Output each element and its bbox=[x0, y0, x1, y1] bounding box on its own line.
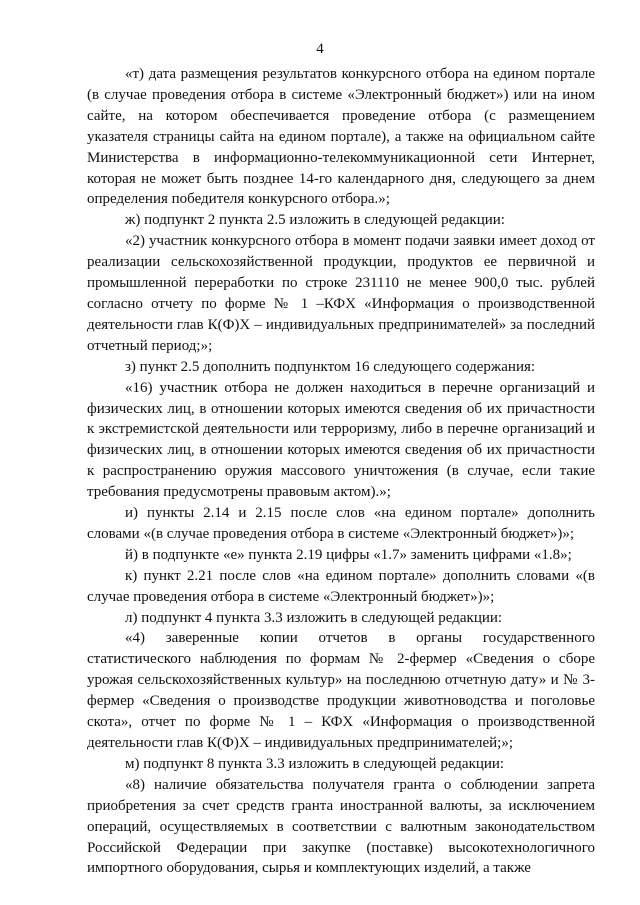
document-body bbox=[87, 64, 595, 879]
paragraph-z-amendment: з) пункт 2.5 дополнить подпунктом 16 следующего содержания: bbox=[125, 358, 536, 375]
paragraph-k-amendment: к) пункт 2.21 после слов «на едином портале» дополнить словами «(в случае проведения отбора в системе «Электронный бюджет»)»; bbox=[87, 567, 595, 605]
paragraph-zh-amendment: ж) подпункт 2 пункта 2.5 изложить в следующей редакции: bbox=[125, 212, 505, 229]
paragraph-t-publication-date: «т) дата размещения результатов конкурсного отбора на едином портале (в случае проведения отбора в системе «Электронный бюджет») или на ином сайте, на котором обеспечивается проведение отбора (с размещением указателя страницы сайта на едином портале), а также на официальном сайте Министерства в информационно-телекоммуникационной сети Интернет, которая не может быть позднее 14-го календарного дня, следующего за днем определения победителя конкурсного отбора.»; bbox=[87, 66, 595, 208]
paragraph-j-amendment: й) в подпункте «е» пункта 2.19 цифры «1.7» заменить цифрами «1.8»; bbox=[125, 546, 572, 563]
paragraph-i-amendment: и) пункты 2.14 и 2.15 после слов «на едином портале» дополнить словами «(в случае проведения отбора в системе «Электронный бюджет»)»; bbox=[87, 505, 595, 542]
page-number: 4 bbox=[316, 41, 324, 57]
paragraph-4-report-copies: «4) заверенные копии отчетов в органы государственного статистического наблюдения по формам № 2-фермер «Сведения о сборе урожая сельскохозяйственных культур» на последнюю отчетную дату» и № 3-фермер «Сведения о производстве продукции животноводства и поголовье скота», отчет по форме № 1 – КФХ «Информация о производственной деятельности глав К(Ф)Х – индивидуальных предпринимателей;»; bbox=[87, 630, 595, 751]
paragraph-2-income-requirement: «2) участник конкурсного отбора в момент подачи заявки имеет доход от реализации сельскохозяйственной продукции, продуктов ее первичной и промышленной переработки по строке 231110 не менее 900,0 тыс. рублей согласно отчету по форме № 1 –КФХ «Информация о производственной деятельности глав К(Ф)Х – индивидуальных предпринимателей» за последний отчетный период;»; bbox=[87, 233, 595, 354]
paragraph-16-extremism-check: «16) участник отбора не должен находиться в перечне организаций и физических лиц, в отношении которых имеются сведения об их причастности к экстремистской деятельности или терроризму, либо в перечне организаций и физических лиц, в отношении которых имеются сведения об их причастности к распространению оружия массового уничтожения (в случае, если такие требования предусмотрены правовым актом).»; bbox=[87, 379, 595, 501]
paragraph-8-currency-obligation: «8) наличие обязательства получателя гранта о соблюдении запрета приобретения за счет средств гранта иностранной валюты, за исключением операций, осуществляемых в соответствии с валютным законодательством Российской Федерации при закупке (поставке) высокотехнологичного импортного оборудования, сырья и комплектующих изделий, а также bbox=[87, 776, 595, 877]
paragraph-l-amendment: л) подпункт 4 пункта 3.3 изложить в следующей редакции: bbox=[125, 609, 503, 626]
paragraph-m-amendment: м) подпункт 8 пункта 3.3 изложить в следующей редакции: bbox=[125, 755, 505, 772]
